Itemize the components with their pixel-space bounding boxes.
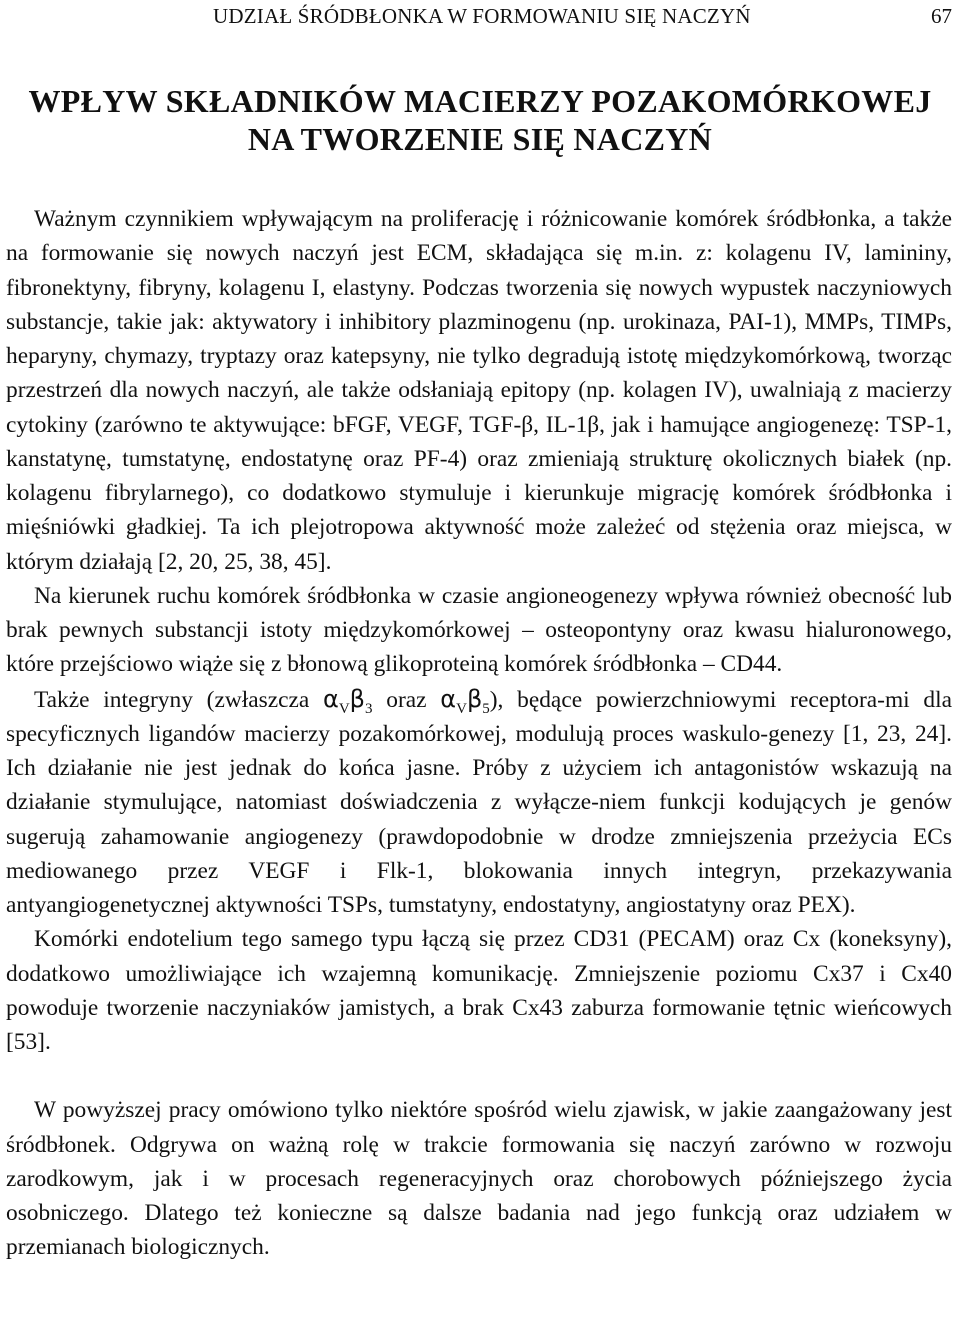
- section-title: [0, 82, 960, 158]
- beta-symbol: β: [466, 684, 483, 713]
- paragraph-connexins: Komórki endotelium tego samego typu łączą się przez CD31 (PECAM) oraz Cx (koneksyny), dodatkowo umożliwiające ich wzajemną komunikację. Zmniejszenie poziomu Cx37 i Cx40 powoduje tworzenie naczyniaków jamistych, a brak Cx43 zaburza formowanie tętnic wieńcowych [53].: [6, 926, 952, 1055]
- running-title: UDZIAŁ ŚRÓDBŁONKA W FORMOWANIU SIĘ NACZYŃ: [213, 4, 751, 28]
- page-number: 67: [931, 4, 952, 28]
- integrins-text-end: ), będące powierzchniowymi receptora-mi dla specyficznych ligandów macierzy pozakomórkowej, modulują proces waskulo-genezy [1, 23, 24]. Ich działanie nie jest jednak do końca jasne. Próby z użyciem ich antagonistów wskazują na działanie stymulujące, natomiast doświadczenia z wyłącze-niem funkcji kodujących je genów sugerują zahamowanie angiogenezy (prawdopodobnie w drodze zmniejszenia przeżycia ECs mediowanego przez VEGF i Flk-1, blokowania innych integryn, przekazywania antyangiogenetycznej aktywności TSPs, tumstatyny, endostatyny, angiostatyny oraz PEX).: [6, 686, 952, 918]
- body-text: [6, 202, 952, 1265]
- section-title-line-1: WPŁYW SKŁADNIKÓW MACIERZY POZAKOMÓRKOWEJ: [28, 83, 932, 119]
- alpha-symbol: α: [323, 684, 339, 713]
- subscript-v: V: [338, 700, 350, 717]
- integrins-text-conjunction: oraz: [372, 686, 441, 713]
- subscript-5: 5: [482, 700, 490, 717]
- integrins-text-start: Także integryny (zwłaszcza: [34, 686, 323, 713]
- beta-symbol: β: [349, 684, 365, 713]
- section-title-line-2: NA TWORZENIE SIĘ NACZYŃ: [247, 121, 713, 157]
- alpha-symbol: α: [440, 684, 457, 713]
- running-header: [0, 4, 960, 30]
- subscript-3: 3: [365, 700, 373, 717]
- paragraph-integrins: [6, 682, 952, 923]
- paragraph-ecm: Ważnym czynnikiem wpływającym na proliferację i różnicowanie komórek śródbłonka, a także na formowanie się nowych naczyń jest ECM, składająca się m.in. z: kolagenu IV, lamininy, fibronektyny, fibryny, kolagenu I, elastyny. Podczas tworzenia się nowych wypustek naczyniowych substancje, takie jak: aktywatory i inhibitory plazminogenu (np. urokinaza, PAI-1), MMPs, TIMPs, heparyny, chymazy, tryptazy oraz katepsyny, nie tylko degradują istotę międzykomórkową, tworząc przestrzeń dla nowych naczyń, ale także odsłaniają epitopy (np. kolagen IV), uwalniają z macierzy cytokiny (zarówno te aktywujące: bFGF, VEGF, TGF-β, IL-1β, jak i hamujące angiogenezę: TSP-1, kanstatynę, tumstatynę, endostatynę oraz PF-4) oraz zmieniają strukturę okolicznych białek (np. kolagenu fibrylarnego), co dodatkowo stymuluje i kierunkuje migrację komórek śródbłonka i mięśniówki gładkiej. Ta ich plejotropowa aktywność może zależeć od stężenia oraz miejsca, w którym działają [2, 20, 25, 38, 45].: [6, 206, 952, 575]
- subscript-v: V: [456, 700, 467, 717]
- paragraph-conclusion: W powyższej pracy omówiono tylko niektóre spośród wielu zjawisk, w jakie zaangażowany jest śródbłonek. Odgrywa on ważną rolę w trakcie formowania się naczyń zarówno w rozwoju zarodkowym, jak i w procesach regeneracyjnych oraz chorobowych późniejszego życia osobniczego. Dlatego też konieczne są dalsze badania nad jego funkcją oraz udziałem w przemianach biologicznych.: [6, 1097, 952, 1261]
- paragraph-cell-migration: Na kierunek ruchu komórek śródbłonka w czasie angioneogenezy wpływa również obecność lub brak pewnych substancji istoty międzykomórkowej – osteopontyny oraz kwasu hialuronowego, które przejściowo wiąże się z błonową glikoproteiną komórek śródbłonka – CD44.: [6, 582, 952, 678]
- paragraph-gap: [6, 1059, 952, 1093]
